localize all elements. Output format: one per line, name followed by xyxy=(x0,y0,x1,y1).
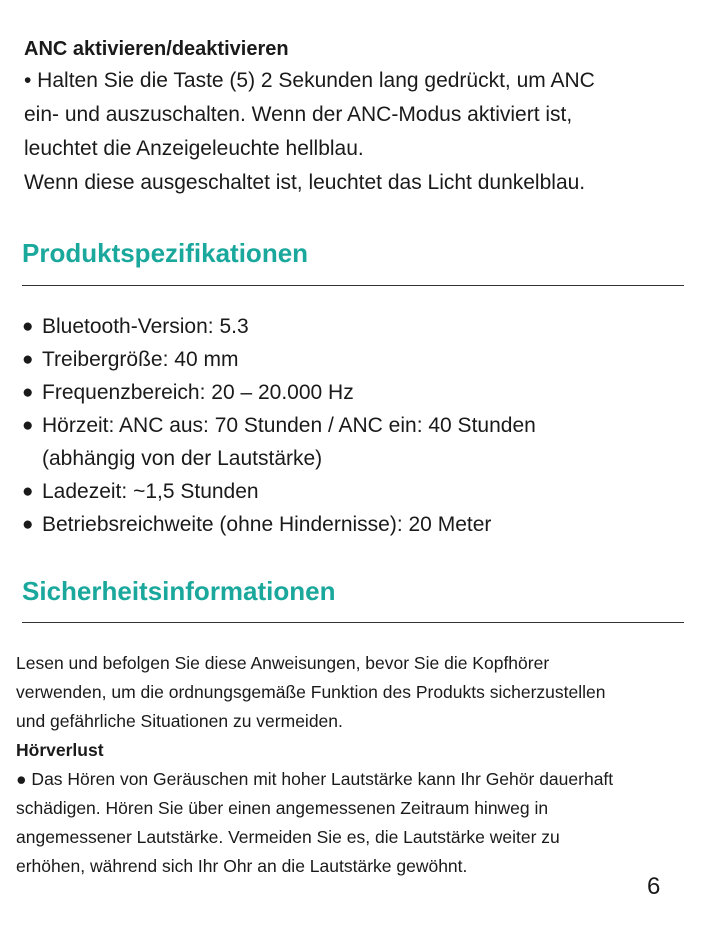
specs-divider xyxy=(22,285,684,286)
safety-intro-line: und gefährliche Situationen zu vermeiden. xyxy=(16,711,343,731)
specs-list xyxy=(22,310,702,541)
anc-line: Wenn diese ausgeschaltet ist, leuchtet das Licht dunkelblau. xyxy=(24,171,586,194)
spec-text: Betriebsreichweite (ohne Hindernisse): 20 Meter xyxy=(42,513,492,536)
spec-text: Bluetooth-Version: 5.3 xyxy=(42,315,249,338)
safety-divider xyxy=(22,622,684,623)
spec-item xyxy=(22,310,702,343)
bullet-icon: ● xyxy=(22,514,34,535)
spec-item xyxy=(22,475,702,508)
spec-item-continuation xyxy=(22,442,702,475)
bullet-icon: ● xyxy=(22,382,34,403)
spec-text: Treibergröße: 40 mm xyxy=(42,348,239,371)
safety-intro-line: verwenden, um die ordnungsgemäße Funktion des Produkts sicherzustellen xyxy=(16,682,606,702)
spec-item xyxy=(22,409,702,442)
spec-item xyxy=(22,508,702,541)
hearing-loss-line: schädigen. Hören Sie über einen angemessenen Zeitraum hinweg in xyxy=(16,798,549,818)
safety-heading: Sicherheitsinformationen xyxy=(22,576,336,606)
spec-item xyxy=(22,376,702,409)
hearing-loss-line: ● Das Hören von Geräuschen mit hoher Lautstärke kann Ihr Gehör dauerhaft xyxy=(16,769,614,789)
hearing-loss-line: angemessener Lautstärke. Vermeiden Sie es, die Lautstärke weiter zu xyxy=(16,827,560,847)
anc-section xyxy=(24,36,704,200)
bullet-icon: ● xyxy=(22,316,34,337)
spec-text: Hörzeit: ANC aus: 70 Stunden / ANC ein: 40 Stunden xyxy=(42,414,536,437)
hearing-loss-line: erhöhen, während sich Ihr Ohr an die Lautstärke gewöhnt. xyxy=(16,856,468,876)
safety-intro-line: Lesen und befolgen Sie diese Anweisungen, bevor Sie die Kopfhörer xyxy=(16,653,550,673)
anc-line: leuchtet die Anzeigeleuchte hellblau. xyxy=(24,137,364,160)
spec-text: Ladezeit: ~1,5 Stunden xyxy=(42,480,259,503)
anc-body xyxy=(24,64,704,200)
bullet-icon: ● xyxy=(22,349,34,370)
bullet-icon: ● xyxy=(22,415,34,436)
spec-item xyxy=(22,343,702,376)
anc-heading: ANC aktivieren/deaktivieren xyxy=(24,38,289,60)
anc-line: ein- und auszuschalten. Wenn der ANC-Modus aktiviert ist, xyxy=(24,103,573,126)
page-number: 6 xyxy=(647,873,661,900)
safety-section xyxy=(16,649,706,881)
hearing-loss-heading: Hörverlust xyxy=(16,740,104,760)
specs-heading: Produktspezifikationen xyxy=(22,238,309,268)
anc-line: • Halten Sie die Taste (5) 2 Sekunden lang gedrückt, um ANC xyxy=(24,69,595,92)
bullet-icon: ● xyxy=(22,481,34,502)
spec-text: (abhängig von der Lautstärke) xyxy=(42,447,323,470)
spec-text: Frequenzbereich: 20 – 20.000 Hz xyxy=(42,381,354,404)
